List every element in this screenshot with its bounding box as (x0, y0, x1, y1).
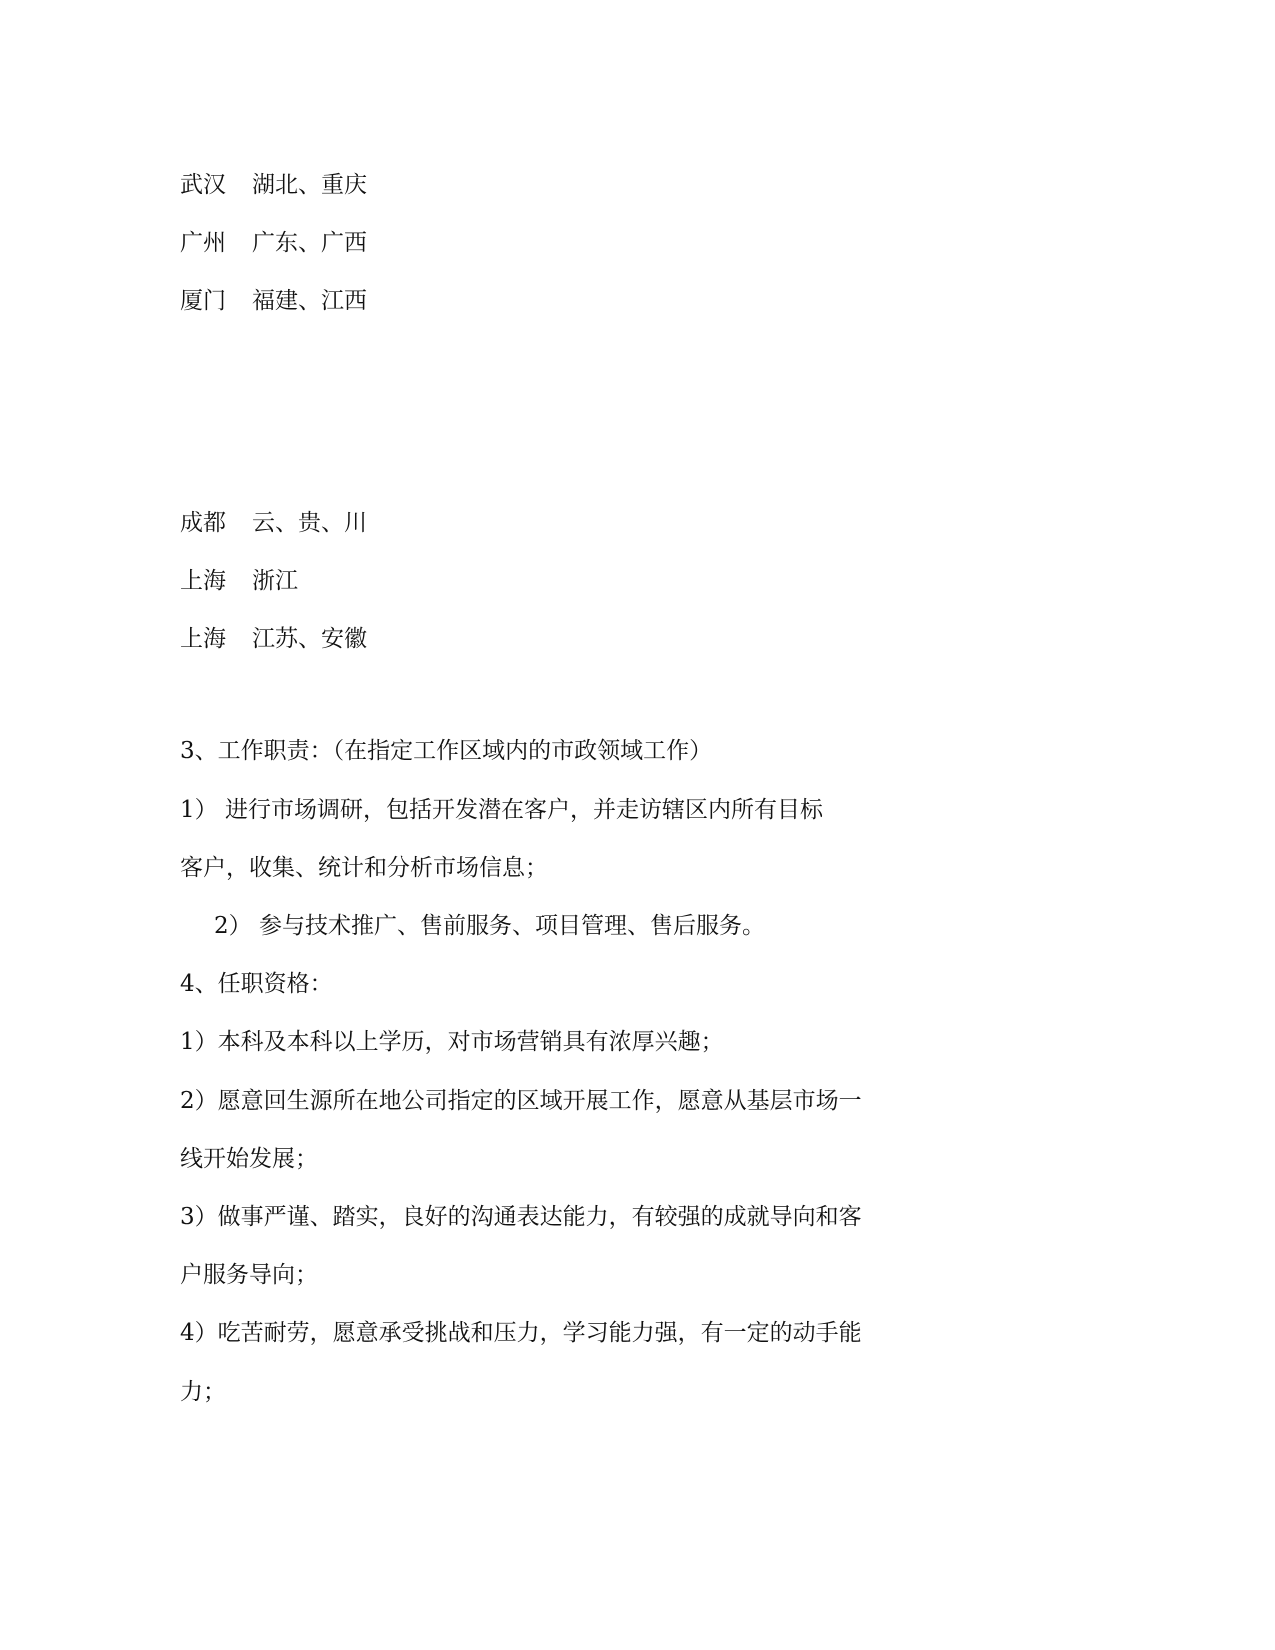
region-row (180, 566, 298, 596)
qualification-item-2-line-1: 2）愿意回生源所在地公司指定的区域开展工作，愿意从基层市场一 (180, 1088, 862, 1114)
region-city: 武汉 (180, 172, 226, 198)
duty-item-2: 2） 参与技术推广、售前服务、项目管理、售后服务。 (214, 913, 765, 939)
qualification-item-3-line-1: 3）做事严谨、踏实，良好的沟通表达能力，有较强的成就导向和客 (180, 1204, 862, 1230)
qualification-item-4-line-2: 力； (180, 1379, 226, 1405)
duty-item-1-line-2: 客户，收集、统计和分析市场信息； (180, 855, 548, 881)
region-areas: 云、贵、川 (252, 510, 367, 536)
region-row (180, 624, 367, 654)
qualifications-heading: 4、任职资格： (180, 971, 333, 997)
region-city: 上海 (180, 568, 226, 594)
region-row (180, 228, 367, 258)
region-city: 成都 (180, 510, 226, 536)
qualification-item-2-line-2: 线开始发展； (180, 1146, 318, 1172)
region-row (180, 170, 367, 200)
region-city: 广州 (180, 230, 226, 256)
qualification-item-1: 1）本科及本科以上学历，对市场营销具有浓厚兴趣； (180, 1029, 724, 1055)
region-areas: 福建、江西 (252, 288, 367, 314)
region-row (180, 286, 367, 316)
region-row (180, 508, 367, 538)
duties-heading: 3、工作职责：（在指定工作区域内的市政领域工作） (180, 738, 713, 764)
region-areas: 浙江 (252, 568, 298, 594)
region-areas: 湖北、重庆 (252, 172, 367, 198)
region-areas: 江苏、安徽 (252, 626, 367, 652)
region-city: 厦门 (180, 288, 226, 314)
qualification-item-4-line-1: 4）吃苦耐劳，愿意承受挑战和压力，学习能力强，有一定的动手能 (180, 1320, 862, 1346)
region-areas: 广东、广西 (252, 230, 367, 256)
region-city: 上海 (180, 626, 226, 652)
qualification-item-3-line-2: 户服务导向； (180, 1262, 318, 1288)
duty-item-1-line-1: 1） 进行市场调研，包括开发潜在客户，并走访辖区内所有目标 (180, 797, 823, 823)
